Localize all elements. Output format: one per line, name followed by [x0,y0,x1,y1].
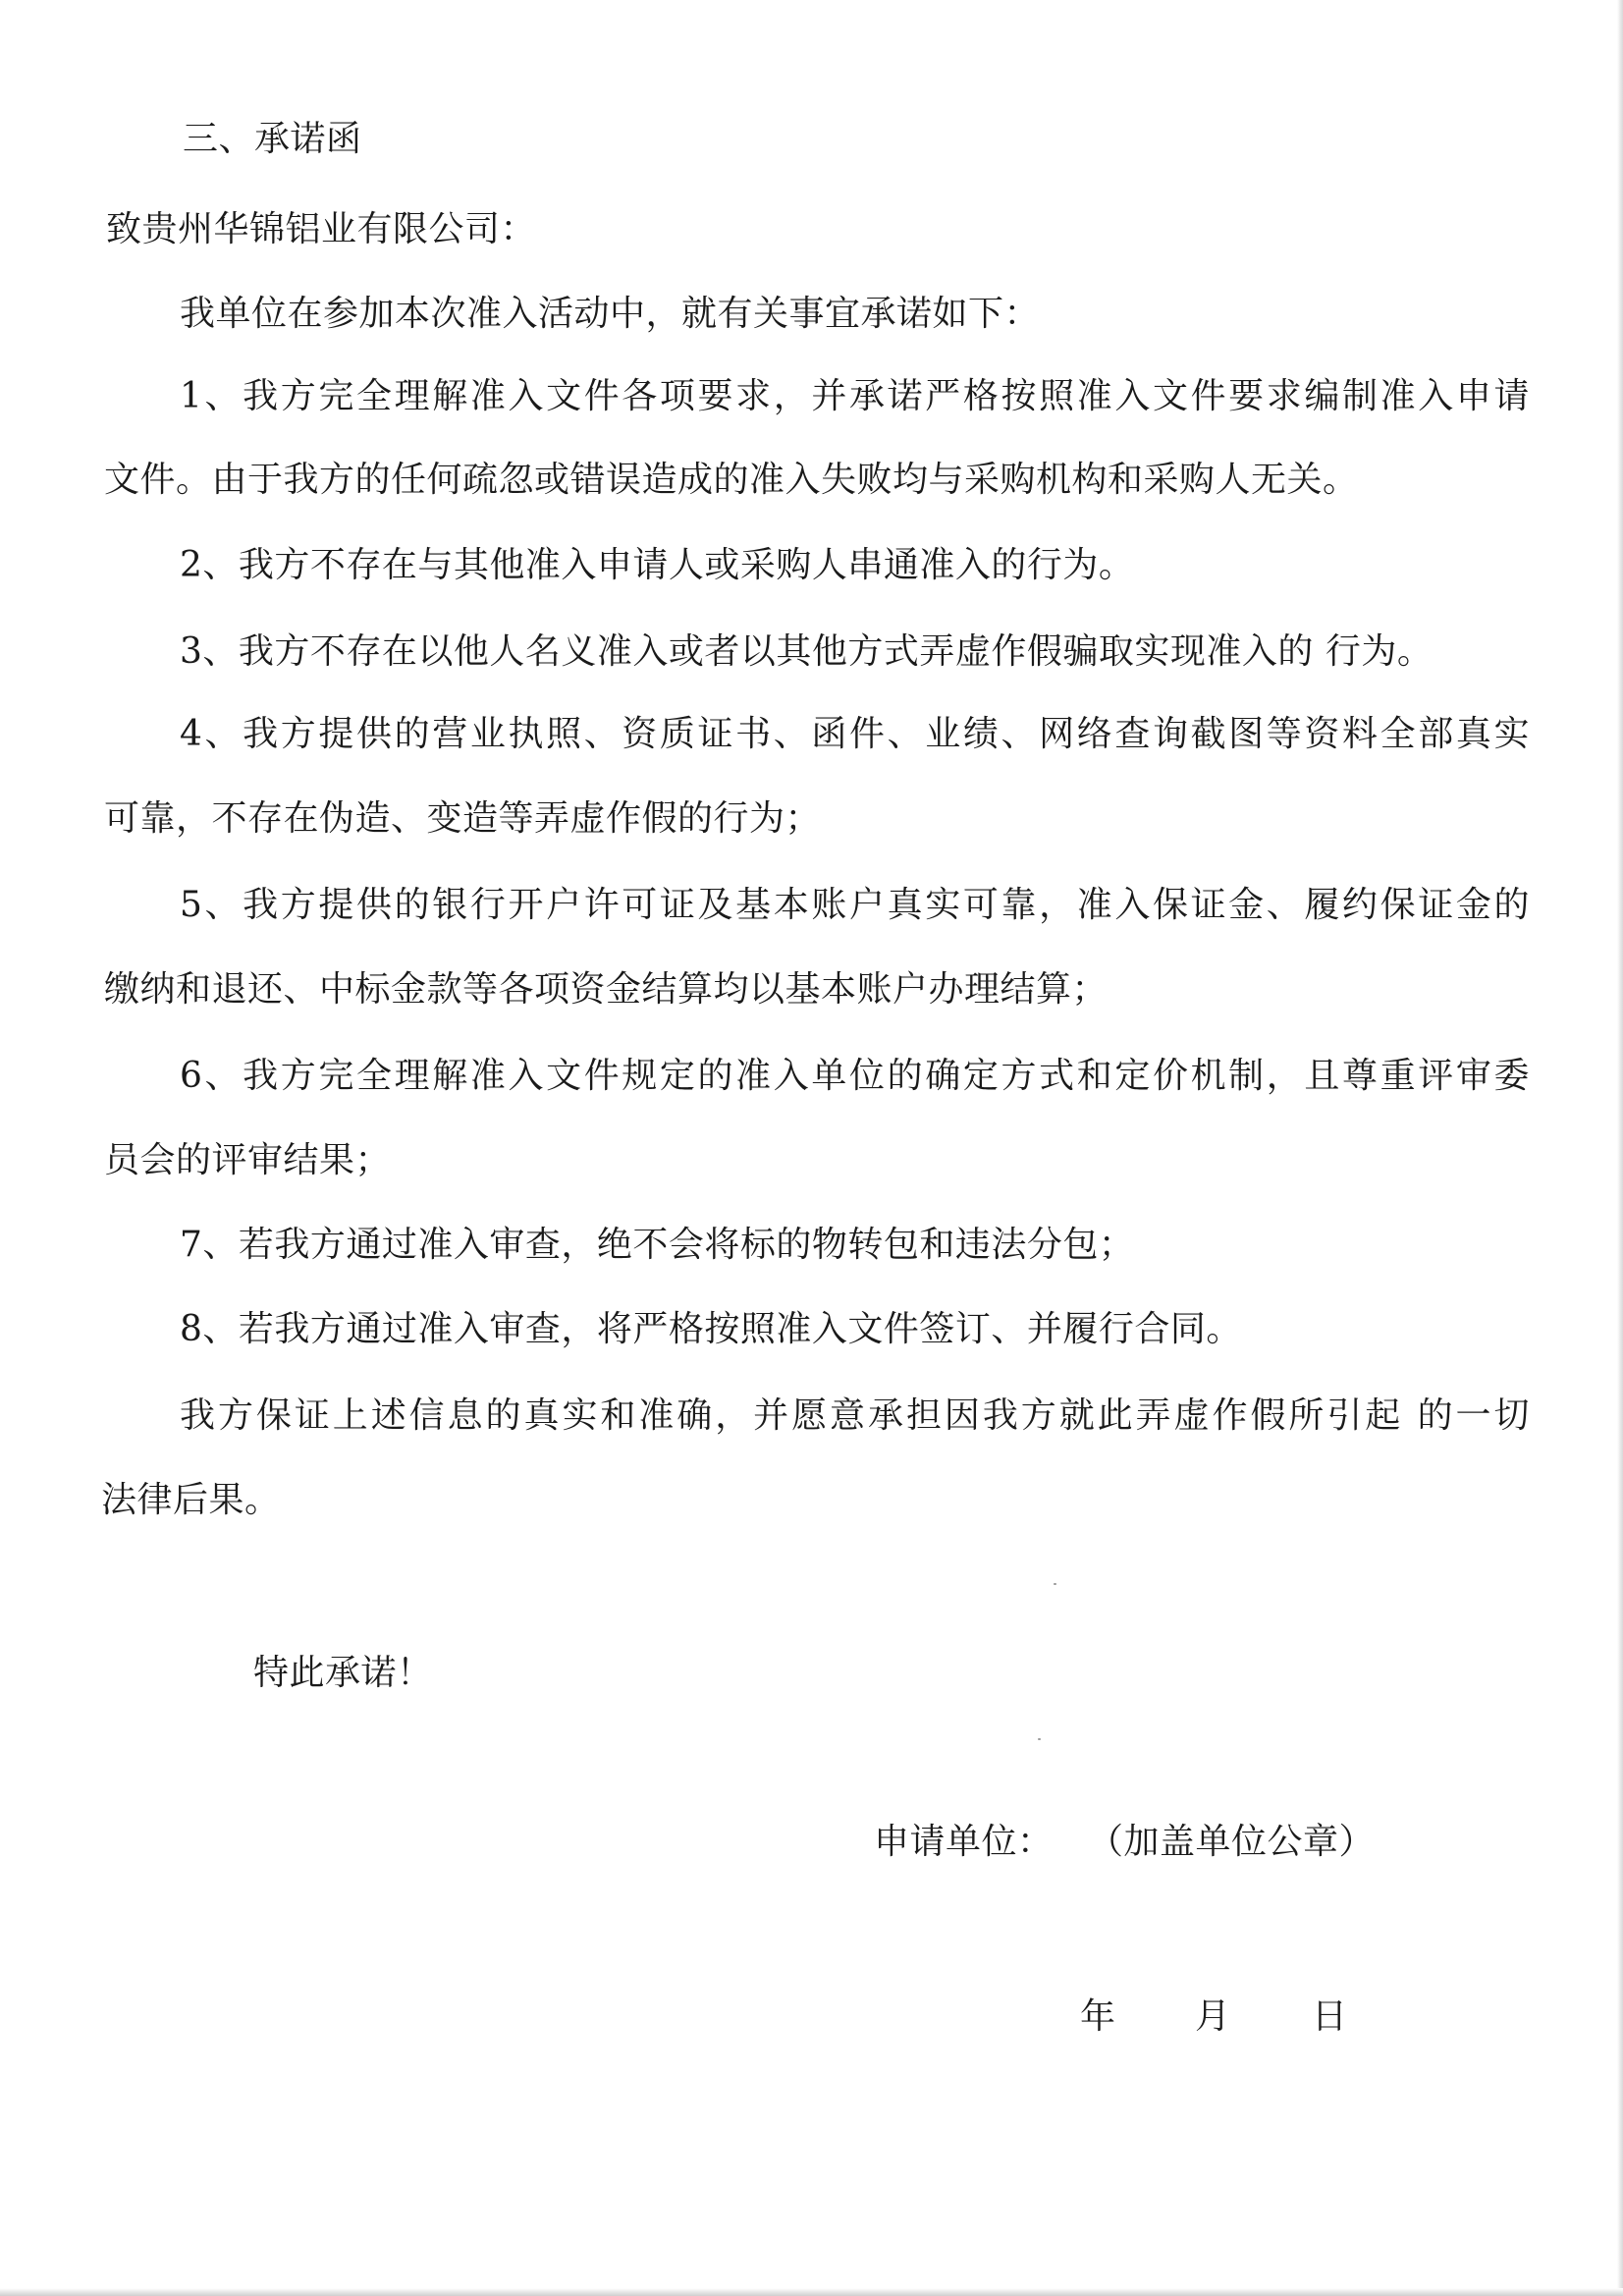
item-6-line-1: 6、我方完全理解准入文件规定的准入单位的确定方式和定价机制，且尊重评审委 [180,1056,1530,1096]
applicant-label: 申请单位： [874,1822,1054,1862]
addressee: 致贵州华锦铝业有限公司： [106,209,537,249]
item-4-line-2: 可靠，不存在伪造、变造等弄虚作假的行为； [104,798,822,839]
date-month: 月 [1195,1996,1231,2037]
scan-speck [1054,1583,1056,1585]
item-7: 7、若我方通过准入审查，绝不会将标的物转包和违法分包； [180,1225,1135,1265]
intro-paragraph: 我单位在参加本次准入活动中，就有关事宜承诺如下： [180,294,1041,334]
item-5-line-1: 5、我方提供的银行开户许可证及基本账户真实可靠，准入保证金、履约保证金的 [180,885,1530,925]
date-year: 年 [1080,1996,1116,2037]
item-3: 3、我方不存在以他人名义准入或者以其他方式弄虚作假骗取实现准入的 行为。 [180,631,1434,672]
scan-edge-bottom [0,2288,1623,2296]
item-1-line-1: 1、我方完全理解准入文件各项要求，并承诺严格按照准入文件要求编制准入申请 [180,376,1530,416]
item-4-line-1: 4、我方提供的营业执照、资质证书、函件、业绩、网络查询截图等资料全部真实 [180,714,1530,754]
item-2: 2、我方不存在与其他准入申请人或采购人串通准入的行为。 [180,545,1135,585]
seal-note: （加盖单位公章） [1088,1822,1376,1862]
guarantee-line-2: 法律后果。 [101,1480,281,1520]
scan-edge-right [1617,0,1623,2296]
item-6-line-2: 员会的评审结果； [104,1140,392,1180]
scan-speck [1038,1738,1041,1740]
guarantee-line-1: 我方保证上述信息的真实和准确，并愿意承担因我方就此弄虚作假所引起 的一切 [180,1395,1530,1436]
item-1-line-2: 文件。由于我方的任何疏忽或错误造成的准入失败均与采购机构和采购人无关。 [104,460,1359,500]
date-day: 日 [1312,1996,1348,2037]
closing-statement: 特此承诺！ [253,1653,433,1693]
item-5-line-2: 缴纳和退还、中标金款等各项资金结算均以基本账户办理结算； [104,969,1109,1010]
letter-heading: 三、承诺函 [183,119,362,159]
item-8: 8、若我方通过准入审查，将严格按照准入文件签订、并履行合同。 [180,1309,1242,1349]
